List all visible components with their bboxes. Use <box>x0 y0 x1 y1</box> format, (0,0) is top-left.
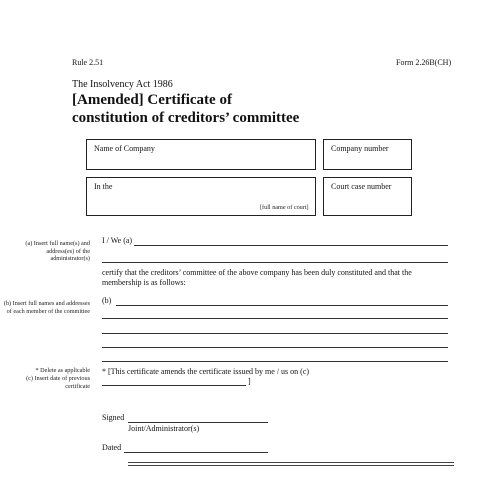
member-line-5[interactable] <box>102 361 448 362</box>
rule-number: Rule 2.51 <box>72 58 104 67</box>
member-line-3[interactable] <box>102 333 448 334</box>
form-number: Form 2.26B(CH) <box>396 58 452 67</box>
court-name-box[interactable] <box>86 177 316 216</box>
signature-line[interactable] <box>128 422 268 423</box>
company-name-box[interactable] <box>86 139 316 170</box>
signed-label: Signed <box>102 413 125 422</box>
page-title-line2: constitution of creditors’ committee <box>72 110 300 126</box>
full-name-of-court-hint: [full name of court] <box>260 204 309 211</box>
previous-certificate-date-line[interactable] <box>102 385 246 386</box>
court-case-number-label: Court case number <box>331 182 392 191</box>
court-case-number-box[interactable] <box>323 177 412 216</box>
administrator-address-line[interactable] <box>102 262 448 263</box>
company-number-box[interactable] <box>323 139 412 170</box>
note-c-previous-date: (c) Insert date of previous certificate <box>26 375 90 390</box>
certify-statement: certify that the creditors’ committee of the above company has been duly constituted and that the membership is as follows: <box>102 268 412 287</box>
date-line[interactable] <box>124 452 268 453</box>
footer-rule-bottom <box>128 465 454 466</box>
amendment-close-bracket: ] <box>248 377 251 386</box>
administrator-name-line[interactable] <box>134 245 448 246</box>
company-name-label: Name of Company <box>94 144 155 153</box>
member-line-4[interactable] <box>102 347 448 348</box>
member-line-1[interactable] <box>116 305 448 306</box>
act-name: The Insolvency Act 1986 <box>72 79 173 90</box>
page-title-line1: [Amended] Certificate of <box>72 92 232 108</box>
dated-label: Dated <box>102 443 122 452</box>
note-a-administrator: (a) Insert full name(s) and address(es) of the administrator(s) <box>25 240 90 263</box>
note-b-committee-members: (b) Insert full names and addresses of each member of the committee <box>3 300 90 315</box>
role-label: Joint/Administrator(s) <box>128 424 200 433</box>
amendment-statement: * [This certificate amends the certificate issued by me / us on (c) <box>102 367 310 376</box>
member-line-2[interactable] <box>102 318 448 319</box>
members-label: (b) <box>102 296 112 305</box>
company-number-label: Company number <box>331 144 389 153</box>
i-we-label: I / We (a) <box>102 236 133 245</box>
note-star-delete: * Delete as applicable <box>35 367 90 374</box>
in-the-label: In the <box>94 182 113 191</box>
footer-rule-top <box>128 462 454 463</box>
